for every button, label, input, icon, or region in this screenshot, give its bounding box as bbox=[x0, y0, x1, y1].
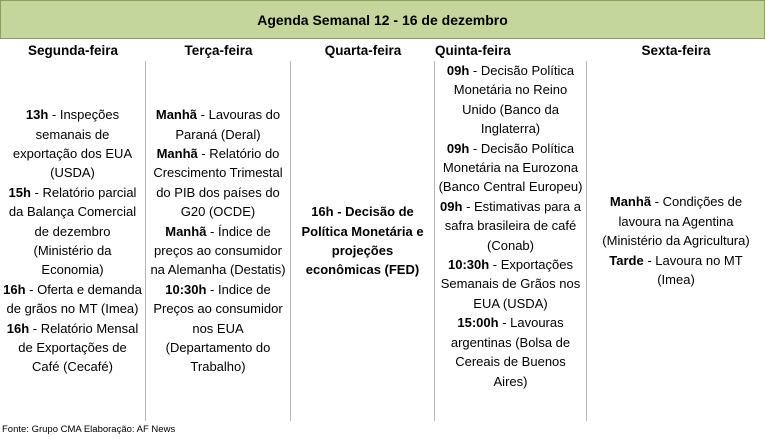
event-text: - Inspeções semanais de exportação dos EUA (USDA) bbox=[12, 107, 133, 181]
event-text: - Lavouras argentinas (Bolsa de Cereais de Buenos Aires) bbox=[450, 315, 571, 389]
event-entry bbox=[438, 61, 583, 139]
event-time: 16h bbox=[3, 281, 26, 297]
event-entry bbox=[438, 313, 583, 391]
event-entry bbox=[438, 197, 583, 255]
event-entry bbox=[149, 144, 287, 222]
event-entry bbox=[3, 105, 142, 183]
event-entry bbox=[590, 251, 762, 290]
event-text: - Relatório parcial da Balança Comercial de dezembro (Ministério da Economia) bbox=[8, 184, 137, 278]
event-text: - Oferta e demanda de grãos no MT (Imea) bbox=[6, 281, 142, 317]
event-time: 15:00h bbox=[457, 315, 499, 331]
agenda-title: Agenda Semanal 12 - 16 de dezembro bbox=[0, 0, 765, 39]
event-time: 09h bbox=[446, 63, 470, 78]
event-entry bbox=[3, 183, 142, 280]
event-text: - Decisão Política Monetária na Eurozona (Banco Central Europeu) bbox=[438, 140, 583, 195]
event-entry bbox=[438, 139, 583, 197]
event-entry bbox=[149, 105, 287, 144]
event-text: - Indice de Preços ao consumidor nos EUA (Departamento do Trabalho) bbox=[153, 281, 283, 375]
event-time: Manhã bbox=[155, 107, 198, 123]
event-entry bbox=[149, 280, 287, 377]
event-text: - Exportações Semanais de Grãos nos EUA (USDA) bbox=[440, 257, 581, 311]
event-text: - Índice de preços ao consumidor na Alemanha (Destatis) bbox=[150, 223, 286, 278]
event-time: 10:30h bbox=[165, 281, 207, 297]
event-time: 09h bbox=[440, 198, 463, 214]
events-thursday bbox=[435, 61, 587, 421]
event-entry bbox=[3, 280, 142, 319]
source-footer: Fonte: Grupo CMA Elaboração: AF News bbox=[2, 424, 176, 435]
events-tuesday bbox=[146, 61, 291, 421]
event-entry bbox=[3, 319, 142, 377]
event-entry bbox=[590, 192, 762, 250]
day-events-row bbox=[0, 61, 765, 421]
event-entry bbox=[149, 222, 287, 280]
event-time: Manhã bbox=[609, 194, 652, 210]
event-text: - Relatório do Crescimento Trimestal do PIB dos países do G20 (OCDE) bbox=[153, 145, 283, 220]
events-wednesday bbox=[291, 61, 435, 421]
event-time: Tarde bbox=[609, 252, 644, 268]
event-time: 16h bbox=[6, 320, 30, 336]
day-header-tuesday: Terça-feira bbox=[184, 42, 253, 58]
day-header-monday: Segunda-feira bbox=[27, 42, 119, 58]
event-time: 13h bbox=[25, 107, 49, 123]
events-friday bbox=[587, 61, 765, 421]
event-text: - Condições de lavoura na Agentina (Ministério da Agricultura) bbox=[602, 194, 750, 249]
day-header-row bbox=[0, 39, 765, 61]
day-header-wednesday: Quarta-feira bbox=[324, 42, 402, 58]
event-time: Manhã bbox=[165, 223, 207, 239]
event-text: - Relatório Mensal de Exportações de Café (Cecafé) bbox=[18, 320, 139, 375]
event-time: 16h bbox=[311, 204, 334, 220]
event-time: 09h bbox=[446, 140, 470, 156]
event-entry bbox=[438, 255, 583, 313]
event-text: - Lavoura no MT (Imea) bbox=[643, 252, 743, 288]
event-text: - Lavouras do Paraná (Deral) bbox=[175, 107, 281, 142]
event-text: - Decisão de Política Monetária e projeções econômicas (FED) bbox=[301, 204, 424, 278]
event-text: - Decisão Política Monetária no Reino Unido (Banco da Inglaterra) bbox=[453, 63, 575, 137]
day-header-thursday: Quinta-feira bbox=[435, 42, 511, 58]
event-entry bbox=[294, 202, 431, 280]
event-time: 15h bbox=[8, 184, 31, 200]
event-text: - Estimativas para a safra brasileira de café (Conab) bbox=[444, 198, 581, 253]
events-monday bbox=[0, 61, 146, 421]
day-header-friday: Sexta-feira bbox=[641, 42, 711, 58]
event-time: Manhã bbox=[156, 145, 198, 161]
event-time: 10:30h bbox=[447, 257, 490, 273]
